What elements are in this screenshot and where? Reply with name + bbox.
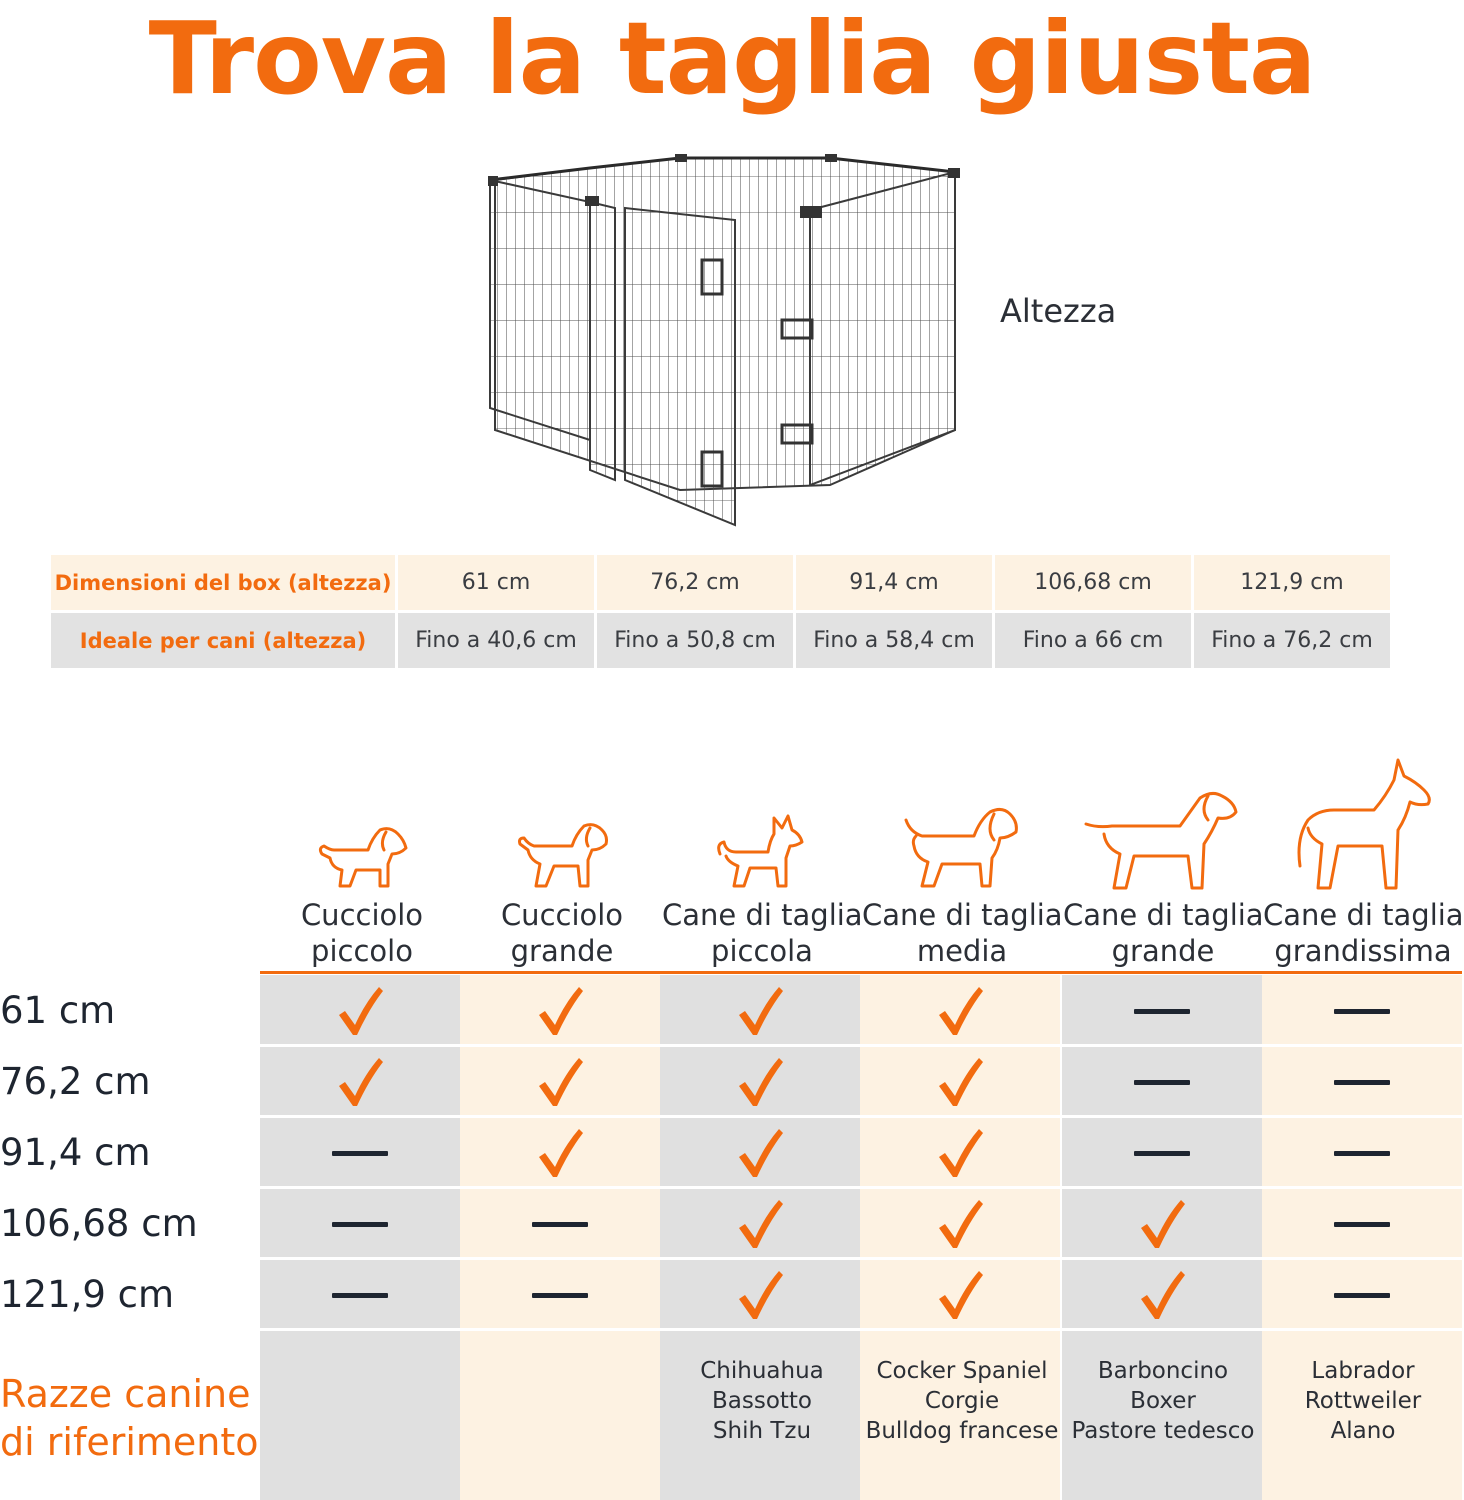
breed-list: Chihuahua Bassotto Shih Tzu bbox=[700, 1358, 824, 1444]
dog-height-cell: Fino a 76,2 cm bbox=[1194, 613, 1390, 668]
category-label: Cane di taglia grandissima bbox=[1263, 898, 1464, 968]
pen-height-cell: 121,9 cm bbox=[1194, 555, 1390, 610]
check-icon bbox=[660, 1047, 860, 1117]
check-icon bbox=[460, 1118, 660, 1188]
pen-height-cell: 91,4 cm bbox=[796, 555, 992, 610]
row-label: 106,68 cm bbox=[0, 1202, 198, 1245]
pen-height-cell: 76,2 cm bbox=[597, 555, 793, 610]
check-icon bbox=[860, 1118, 1060, 1188]
dash-icon bbox=[1262, 1260, 1462, 1330]
pen-height-cell: 61 cm bbox=[398, 555, 594, 610]
dash-icon bbox=[260, 1189, 460, 1259]
dog-height-row bbox=[51, 613, 1390, 668]
check-icon bbox=[860, 1047, 1060, 1117]
row-label: 91,4 cm bbox=[0, 1131, 151, 1174]
check-icon bbox=[660, 1118, 860, 1188]
playpen-illustration bbox=[470, 140, 970, 540]
check-icon bbox=[860, 1260, 1060, 1330]
check-icon bbox=[1062, 1189, 1262, 1259]
pen-height-header: Dimensioni del box (altezza) bbox=[51, 555, 395, 610]
giant-dog-icon bbox=[1294, 758, 1434, 892]
dash-icon bbox=[1262, 1118, 1462, 1188]
small-puppy-icon bbox=[316, 824, 408, 890]
row-label: 61 cm bbox=[0, 989, 116, 1032]
check-icon bbox=[660, 1260, 860, 1330]
small-dog-icon bbox=[716, 814, 806, 890]
check-icon bbox=[460, 976, 660, 1046]
row-label: 121,9 cm bbox=[0, 1273, 175, 1316]
check-icon bbox=[860, 1189, 1060, 1259]
check-icon bbox=[260, 976, 460, 1046]
category-label: Cane di taglia media bbox=[862, 898, 1063, 968]
pen-height-cell: 106,68 cm bbox=[995, 555, 1191, 610]
dash-icon bbox=[260, 1260, 460, 1330]
category-label: Cucciolo grande bbox=[500, 898, 624, 968]
dog-height-header: Ideale per cani (altezza) bbox=[51, 613, 395, 668]
dog-height-cell: Fino a 58,4 cm bbox=[796, 613, 992, 668]
dash-icon bbox=[1262, 976, 1462, 1046]
size-table bbox=[48, 552, 1393, 671]
check-icon bbox=[860, 976, 1060, 1046]
dash-icon bbox=[460, 1260, 660, 1330]
breed-list: Barboncino Boxer Pastore tedesco bbox=[1071, 1358, 1255, 1444]
breed-list: Labrador Rottweiler Alano bbox=[1304, 1358, 1422, 1444]
dash-icon bbox=[260, 1118, 460, 1188]
large-puppy-icon bbox=[516, 822, 608, 890]
category-label: Cucciolo piccolo bbox=[300, 898, 424, 968]
dash-icon bbox=[1062, 1118, 1262, 1188]
page-title: Trova la taglia giusta bbox=[148, 0, 1316, 117]
dog-height-cell: Fino a 50,8 cm bbox=[597, 613, 793, 668]
check-icon bbox=[260, 1047, 460, 1117]
header-divider bbox=[260, 971, 1462, 974]
dash-icon bbox=[460, 1189, 660, 1259]
dash-icon bbox=[1262, 1047, 1462, 1117]
check-icon bbox=[660, 976, 860, 1046]
large-dog-icon bbox=[1084, 790, 1238, 890]
dog-height-cell: Fino a 66 cm bbox=[995, 613, 1191, 668]
pen-height-row bbox=[51, 555, 1390, 610]
check-icon bbox=[660, 1189, 860, 1259]
breeds-label: Razze canine di riferimento bbox=[0, 1372, 259, 1464]
dash-icon bbox=[1062, 976, 1262, 1046]
breed-list: Cocker Spaniel Corgie Bulldog francese bbox=[865, 1358, 1059, 1444]
check-icon bbox=[460, 1047, 660, 1117]
medium-dog-icon bbox=[902, 806, 1020, 890]
category-label: Cane di taglia grande bbox=[1063, 898, 1264, 968]
check-icon bbox=[1062, 1260, 1262, 1330]
height-label: Altezza bbox=[1000, 292, 1117, 330]
dash-icon bbox=[1062, 1047, 1262, 1117]
dog-height-cell: Fino a 40,6 cm bbox=[398, 613, 594, 668]
category-label: Cane di taglia piccola bbox=[662, 898, 863, 968]
dash-icon bbox=[1262, 1189, 1462, 1259]
row-label: 76,2 cm bbox=[0, 1060, 151, 1103]
